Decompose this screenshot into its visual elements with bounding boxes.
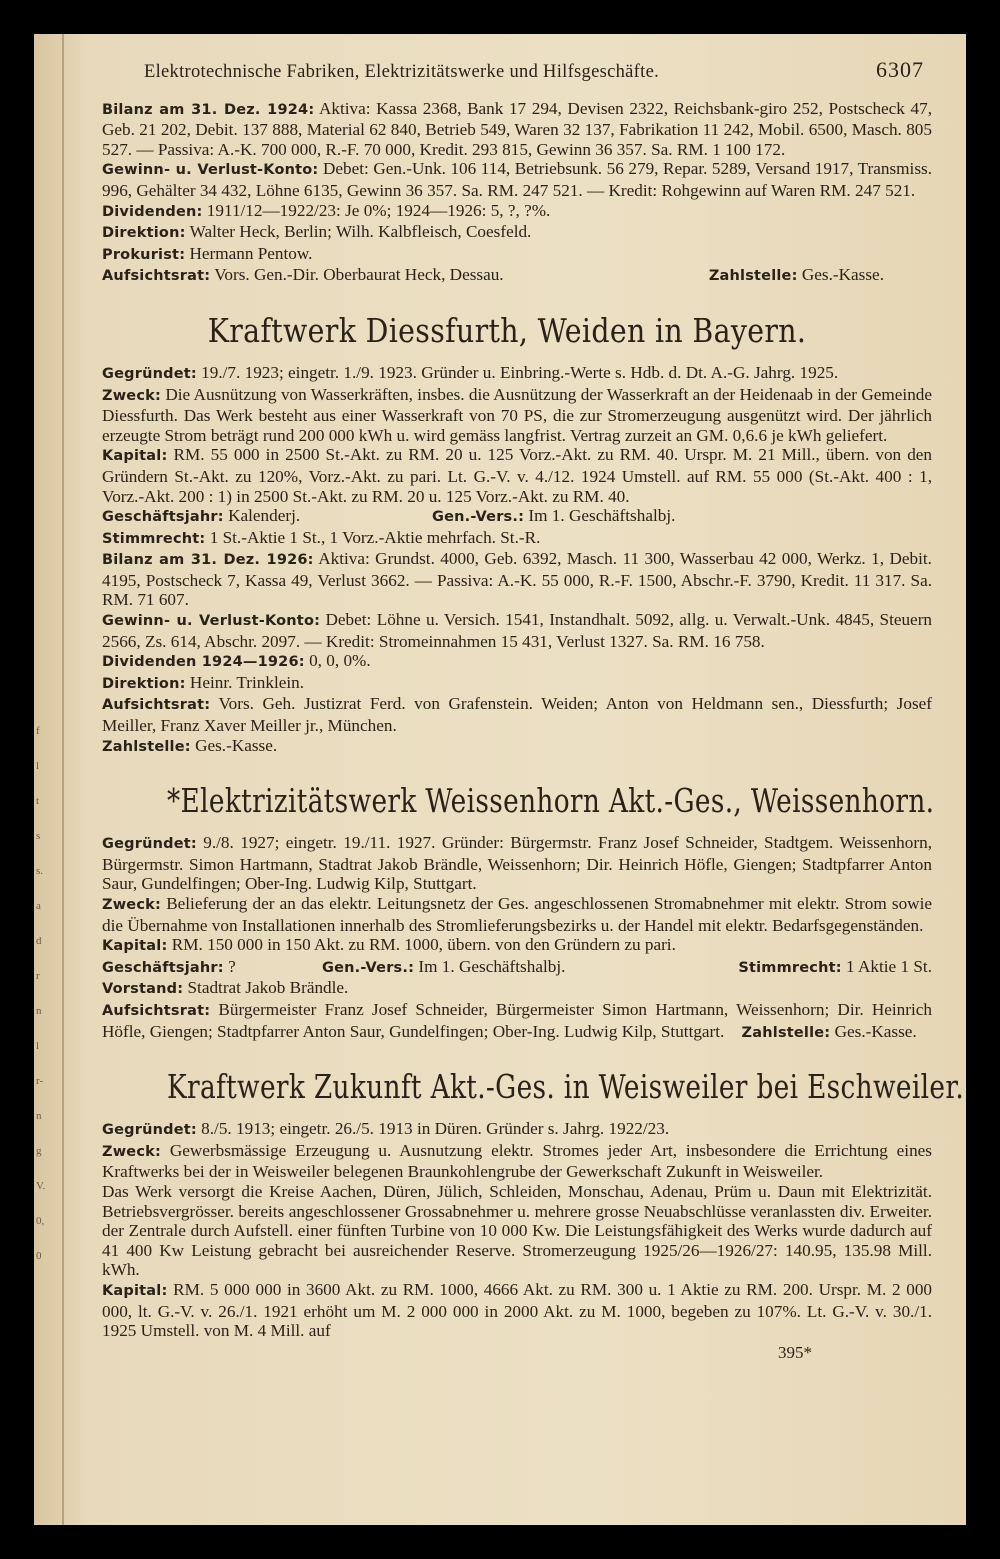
- label: Zahlstelle:: [708, 268, 798, 285]
- text: Debet: Löhne u. Versich. 1541, Instandhalt. 5092, allg. u. Verwalt.-Unk. 4845, Steuern 2566, Zs. 614, Abschr. 2097. — Kredit: Stromeinnahmen 15 431, Verlust 1327. Sa. RM. 16 758.: [102, 610, 933, 651]
- text: Bürgermeister Franz Josef Schneider, Bürgermeister Simon Hartmann, Weissenhorn; Dir. Heinrich Höfle, Giengen; Stadtpfarrer Anton Saur, Gundelfingen; Ober-Ing. Ludwig Kilp, Stuttgart.: [102, 999, 932, 1041]
- text: Walter Heck, Berlin; Wilh. Kalbfleisch, Coesfeld.: [189, 222, 532, 242]
- margin-mark: s: [36, 830, 41, 842]
- label: Vorstand:: [102, 981, 184, 998]
- text: Die Ausnützung von Wasserkräften, insbes. die Ausnützung der Wasserkraft an der Heidenaab in der Gemeinde Diessfurth. Das Werk besteht aus einer Wasserkraft von 70 PS, die zur Stromerzeugung ausgenützt wird. Der jährlich erzeugte Strom beträgt rund 200 000 kWh u. wird gemäss langfrist. Vertrag zurzeit an GM. 0,6.6 je kWh geliefert.: [102, 384, 933, 445]
- text: 1 St.-Aktie 1 St., 1 Vorz.-Aktie mehrfach. St.-R.: [209, 527, 541, 547]
- label: Dividenden:: [102, 203, 203, 220]
- zweck: [82, 385, 932, 446]
- direktion: [82, 673, 932, 695]
- label: Kapital:: [102, 1282, 168, 1299]
- prev-guv: [82, 159, 932, 200]
- text: Aktiva: Grundst. 4000, Geb. 6392, Masch. 11 300, Wasserbau 42 000, Werkz. 1, Debit. 4195, Postscheck 7, Kassa 49, Verlust 3662. — Passiva: A.-K. 55 000, R.-F. 1500, Abschr.-F. 3790, Kredit. 11 317. Sa. RM. 71 607.: [102, 549, 932, 610]
- text: Heinr. Trinklein.: [189, 672, 305, 692]
- label: Aufsichtsrat:: [102, 1002, 211, 1019]
- margin-mark: l: [36, 760, 40, 772]
- label: Aufsichtsrat:: [102, 697, 211, 714]
- label: Zahlstelle:: [102, 738, 191, 755]
- label: Zahlstelle:: [741, 1024, 831, 1041]
- running-head: [144, 57, 932, 83]
- prev-prokurist: [82, 244, 932, 266]
- label: Gewinn- u. Verlust-Konto:: [102, 613, 321, 630]
- margin-mark: V.: [36, 1180, 46, 1192]
- text: RM. 55 000 in 2500 St.-Akt. zu RM. 20 u. 125 Vorz.-Akt. zu RM. 40. Urspr. M. 21 Mill., übern. von den Gründern St.-Akt. zu 120%, Vorz.-Akt. zu pari. Lt. G.-V. v. 4./12. 1924 Umstell. auf RM. 55 000 (St.-Akt. 400 : 1, Vorz.-Akt. 200 : 1) in 2500 St.-Akt. zu RM. 20 u. 125 Vorz.-Akt. zu RM. 40.: [102, 445, 933, 506]
- kapital: [82, 935, 932, 957]
- signature-mark: 395*: [778, 1342, 812, 1362]
- prev-dividenden: [82, 201, 932, 223]
- text: 9./8. 1927; eingetr. 19./11. 1927. Gründer: Bürgermstr. Franz Josef Schneider, Stadtgem. Weissenhorn, Bürgermstr. Simon Hartmann, Stadtrat Jakob Brändle, Weissenhorn; Dir. Heinrich Höfle, Giengen; Stadtpfarrer Anton Saur, Gundelfingen; Ober-Ing. Ludwig Kilp, Stuttgart.: [102, 833, 932, 894]
- text: Kalenderj.: [228, 506, 301, 526]
- label: Dividenden 1924—1926:: [102, 654, 305, 671]
- margin-mark: 0,: [36, 1215, 45, 1227]
- page: [34, 34, 966, 1525]
- prev-direktion: [82, 222, 932, 244]
- label: Stimmrecht:: [738, 959, 842, 976]
- margin-mark: a: [36, 900, 41, 912]
- margin-mark: l: [36, 1040, 40, 1052]
- gutter-line: [62, 34, 64, 1525]
- dividenden: [82, 651, 932, 673]
- margin-mark: f: [36, 725, 40, 737]
- label: Stimmrecht:: [102, 530, 206, 547]
- running-title: Elektrotechnische Fabriken, Elektrizitätswerke und Hilfsgeschäfte.: [144, 62, 660, 82]
- margin-mark: n: [36, 1110, 42, 1122]
- aufsichtsrat: [82, 1000, 932, 1043]
- text: 0, 0, 0%.: [309, 651, 371, 671]
- text: 8./5. 1913; eingetr. 26./5. 1913 in Düren. Gründer s. Jahrg. 1922/23.: [201, 1119, 670, 1139]
- zweck: [82, 1141, 932, 1182]
- geschaeftsjahr-row: [82, 506, 932, 528]
- bilanz: [82, 549, 932, 610]
- text: RM. 5 000 000 in 3600 Akt. zu RM. 1000, 4666 Akt. zu RM. 300 u. 1 Aktie zu RM. 200. Urspr. M. 2 000 000, lt. G.-V. v. 26./1. 1921 erhöht um M. 2 000 000 in 2000 Akt. zu M. 1000, begeben zu 107%. Lt. G.-V. v. 30./1. 1925 Umstell. von M. 4 Mill. auf: [102, 1279, 933, 1341]
- label: Bilanz am 31. Dez. 1926:: [102, 552, 314, 569]
- gegruendet: [82, 1119, 932, 1141]
- text: Belieferung der an das elektr. Leitungsnetz der Ges. angeschlossenen Stromabnehmer mit elektr. Strom sowie die Übernahme von Installationen innerhalb des Stromlieferungsbezirks u. der Handel mit elektr. Bedarfsgegenständen.: [102, 894, 932, 935]
- prev-company-section: [82, 99, 932, 287]
- text: Gewerbsmässige Erzeugung u. Ausnutzung elektr. Stromes jeder Art, insbesondere die Errichtung eines Kraftwerks bei der in Weisweiler belegenen Braunkohlengrube der Gewerkschaft Zukunft in Weisweiler.: [102, 1140, 932, 1182]
- kapital: [82, 1280, 932, 1341]
- label: Gen.-Vers.:: [322, 959, 415, 976]
- text: 19./7. 1923; eingetr. 1./9. 1923. Gründer u. Einbring.-Werte s. Hdb. d. Dt. A.-G. Jahrg. 1925.: [201, 362, 839, 382]
- gegruendet: [82, 363, 932, 385]
- label: Zweck:: [102, 897, 161, 913]
- text: Ges.-Kasse.: [801, 265, 884, 285]
- margin-mark: n: [36, 1005, 42, 1017]
- label: Zweck:: [102, 1143, 161, 1160]
- label: Kapital:: [102, 448, 168, 465]
- margin-marks: [36, 714, 62, 1274]
- margin-mark: r: [36, 970, 40, 982]
- text: RM. 150 000 in 150 Akt. zu RM. 1000, übern. von den Gründern zu pari.: [171, 935, 676, 955]
- text: Debet: Gen.-Unk. 106 114, Betriebsunk. 56 279, Repar. 5289, Versand 1917, Transmiss. 996, Gehälter 34 432, Löhne 6135, Gewinn 36 357. Sa. RM. 247 521. — Kredit: Rohgewinn auf Waren RM. 247 521.: [102, 159, 933, 200]
- text: ?: [228, 956, 236, 976]
- margin-mark: s.: [36, 865, 44, 877]
- company-zukunft: [82, 1067, 965, 1362]
- prev-aufsichtsrat-row: [82, 265, 932, 287]
- text: Ges.-Kasse.: [195, 735, 278, 755]
- text: Aktiva: Kassa 2368, Bank 17 294, Devisen 2322, Reichsbank-giro 252, Postscheck 47, Geb. 21 202, Debit. 137 888, Material 62 840, Betrieb 549, Waren 32 137, Fabrikation 11 242, Mobil. 6500, Masch. 805 527. — Passiva: A.-K. 700 000, R.-F. 70 000, Kredit. 293 815, Gewinn 36 357. Sa. RM. 1 100 172.: [102, 98, 932, 159]
- text: Stadtrat Jakob Brändle.: [187, 978, 349, 998]
- label: Gegründet:: [102, 365, 197, 382]
- page-content: [82, 57, 965, 1362]
- label: Gegründet:: [102, 1122, 197, 1139]
- margin-mark: r-: [36, 1075, 44, 1087]
- aufsichtsrat: [82, 694, 932, 735]
- guv: [82, 610, 932, 651]
- label: Aufsichtsrat:: [102, 268, 211, 285]
- kapital: [82, 445, 932, 506]
- prev-bilanz: [82, 99, 932, 160]
- label: Gen.-Vers.:: [432, 509, 525, 526]
- company-title: Kraftwerk Zukunft Akt.-Ges. in Weisweiler bei Eschweiler.: [167, 1067, 965, 1107]
- company-title: Kraftwerk Diessfurth, Weiden in Bayern.: [207, 310, 807, 350]
- text: Hermann Pentow.: [189, 243, 313, 263]
- text: Im 1. Geschäftshalbj.: [528, 506, 676, 526]
- text: Vors. Geh. Justizrat Ferd. von Grafenstein. Weiden; Anton von Heldmann sen., Diessfurth; Josef Meiller, Franz Xaver Meiller jr., München.: [102, 694, 932, 736]
- vorstand: [82, 978, 932, 1000]
- label: Gegründet:: [102, 836, 197, 853]
- label: Direktion:: [102, 225, 186, 242]
- company-weissenhorn: [82, 781, 935, 1043]
- stimmrecht: [82, 528, 932, 550]
- zweck: [82, 894, 932, 935]
- label: Zweck:: [102, 387, 161, 404]
- page-number: 6307: [876, 57, 924, 82]
- label: Bilanz am 31. Dez. 1924:: [102, 101, 315, 118]
- margin-mark: g: [36, 1145, 42, 1157]
- zahlstelle: [82, 736, 932, 758]
- margin-mark: 0: [36, 1250, 42, 1262]
- margin-mark: t: [36, 795, 40, 807]
- margin-mark: d: [36, 935, 42, 947]
- text: 1911/12—1922/23: Je 0%; 1924—1926: 5, ?, ?%.: [206, 200, 551, 220]
- text: Im 1. Geschäftshalbj.: [418, 956, 566, 976]
- text: 1 Aktie 1 St.: [846, 956, 932, 976]
- label: Geschäftsjahr:: [102, 959, 224, 976]
- geschaeftsjahr-row: [82, 957, 932, 979]
- text: Vors. Gen.-Dir. Oberbaurat Heck, Dessau.: [214, 265, 504, 285]
- text: Ges.-Kasse.: [834, 1021, 917, 1041]
- label: Geschäftsjahr:: [102, 509, 224, 526]
- werk-description: Das Werk versorgt die Kreise Aachen, Düren, Jülich, Schleiden, Monschau, Adenau, Prüm u. Daun mit Elektrizität. Betriebsvergrösser. bereits angeschlossener Grossabnehmer u. mehrere grosse Neuabschlüsse veranlassten div. Erweiter. der Zentrale durch Aufstell. einer fünften Turbine von 10 000 Kw. Die Leistungsfähigkeit des Werks wurde dadurch auf 41 400 Kw Leistung gebracht bei ausreichender Reserve. Stromerzeugung 1925/26—1926/27: 140.95, 135.98 Mill. kWh.: [102, 1181, 932, 1280]
- label: Gewinn- u. Verlust-Konto:: [102, 162, 319, 179]
- gegruendet: [82, 833, 932, 894]
- label: Kapital:: [102, 938, 168, 955]
- label: Direktion:: [102, 675, 186, 692]
- company-title: *Elektrizitätswerk Weissenhorn Akt.-Ges., Weissenhorn.: [167, 781, 935, 821]
- label: Prokurist:: [102, 246, 186, 263]
- company-diessfurth: [82, 311, 932, 757]
